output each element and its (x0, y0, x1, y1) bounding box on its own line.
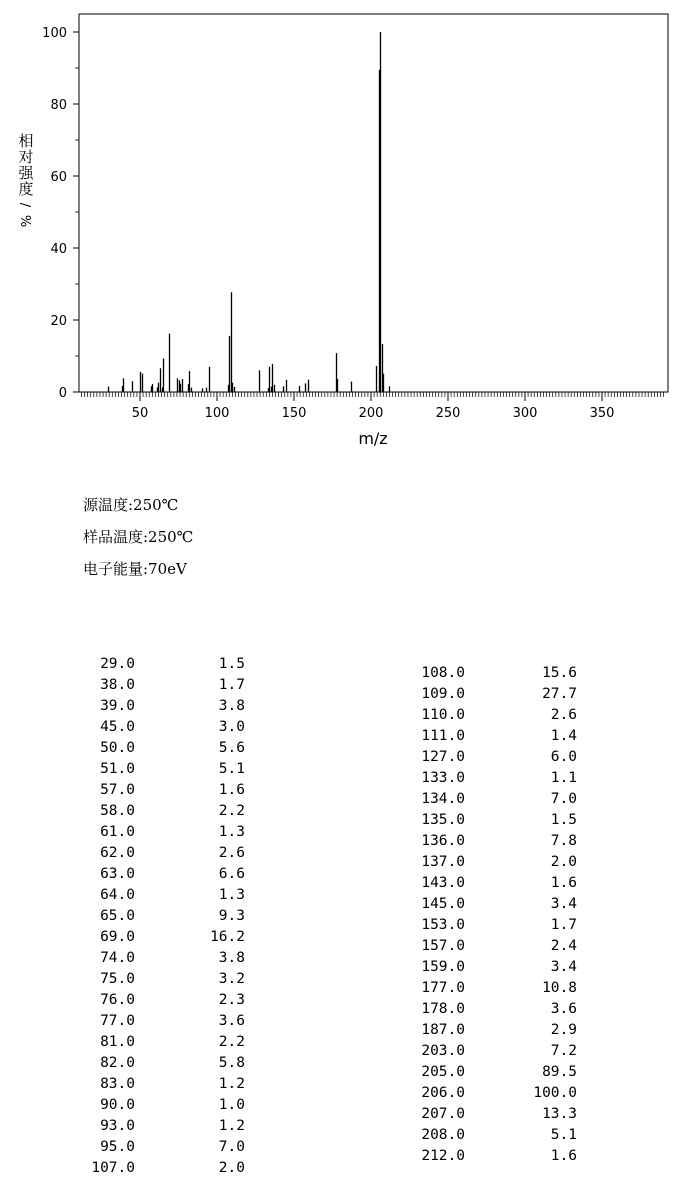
mz-value: 51.0 (100, 761, 135, 777)
table-row (75, 971, 275, 991)
x-tick-label: 250 (435, 406, 461, 421)
mz-value: 108.0 (421, 665, 465, 681)
table-row (75, 719, 275, 739)
mz-value: 134.0 (421, 791, 465, 807)
y-tick-label: 0 (58, 386, 67, 401)
intensity-value: 3.8 (218, 950, 245, 966)
mz-value: 63.0 (100, 866, 135, 882)
intensity-value: 3.6 (218, 1013, 245, 1029)
mz-value: 62.0 (100, 845, 135, 861)
table-row (75, 824, 275, 844)
electron-energy: 电子能量:70eV (83, 560, 187, 578)
intensity-value: 2.2 (218, 803, 245, 819)
mz-value: 159.0 (421, 959, 465, 975)
intensity-value: 16.2 (210, 929, 245, 945)
mz-value: 82.0 (100, 1055, 135, 1071)
table-row (75, 1013, 275, 1033)
mz-value: 95.0 (100, 1139, 135, 1155)
table-row (75, 992, 275, 1012)
mz-value: 205.0 (421, 1064, 465, 1080)
source-temperature: 源温度:250℃ (83, 496, 179, 514)
mz-value: 50.0 (100, 740, 135, 756)
x-tick-label: 300 (512, 406, 538, 421)
intensity-value: 13.3 (542, 1106, 577, 1122)
intensity-value: 7.2 (550, 1043, 577, 1059)
intensity-value: 2.0 (550, 854, 577, 870)
mz-value: 145.0 (421, 896, 465, 912)
table-row (405, 707, 605, 727)
intensity-value: 15.6 (542, 665, 577, 681)
intensity-value: 10.8 (542, 980, 577, 996)
mz-value: 45.0 (100, 719, 135, 735)
table-row (405, 854, 605, 874)
x-tick-label: 50 (131, 406, 149, 421)
intensity-value: 1.6 (550, 875, 577, 891)
table-row (75, 1139, 275, 1159)
intensity-value: 89.5 (542, 1064, 577, 1080)
intensity-value: 1.3 (218, 824, 245, 840)
y-tick-label: 40 (50, 242, 67, 257)
intensity-value: 5.1 (550, 1127, 577, 1143)
table-row (405, 686, 605, 706)
x-tick-label: 350 (589, 406, 615, 421)
mz-value: 65.0 (100, 908, 135, 924)
intensity-value: 1.4 (550, 728, 577, 744)
intensity-value: 2.3 (218, 992, 245, 1008)
table-row (75, 887, 275, 907)
mz-value: 127.0 (421, 749, 465, 765)
table-row (405, 959, 605, 979)
y-axis-ticks (42, 26, 79, 401)
intensity-value: 7.0 (550, 791, 577, 807)
mz-value: 38.0 (100, 677, 135, 693)
mass-spectrum-chart (0, 0, 687, 460)
mz-value: 77.0 (100, 1013, 135, 1029)
intensity-value: 1.7 (550, 917, 577, 933)
intensity-value: 3.4 (550, 959, 577, 975)
intensity-value: 1.5 (550, 812, 577, 828)
table-row (405, 791, 605, 811)
intensity-value: 1.1 (550, 770, 577, 786)
mz-value: 136.0 (421, 833, 465, 849)
mz-value: 57.0 (100, 782, 135, 798)
mz-value: 212.0 (421, 1148, 465, 1164)
table-row (405, 938, 605, 958)
table-row (405, 1106, 605, 1126)
table-row (75, 761, 275, 781)
intensity-value: 3.8 (218, 698, 245, 714)
y-axis-label-char: 强 (18, 164, 34, 182)
mz-value: 61.0 (100, 824, 135, 840)
mz-value: 135.0 (421, 812, 465, 828)
mz-value: 187.0 (421, 1022, 465, 1038)
mz-value: 93.0 (100, 1118, 135, 1134)
table-row (405, 875, 605, 895)
table-row (75, 908, 275, 928)
intensity-value: 9.3 (218, 908, 245, 924)
mz-value: 111.0 (421, 728, 465, 744)
intensity-value: 5.1 (218, 761, 245, 777)
intensity-value: 3.2 (218, 971, 245, 987)
intensity-value: 6.6 (218, 866, 245, 882)
table-row (75, 656, 275, 676)
table-row (405, 917, 605, 937)
table-row (405, 1127, 605, 1147)
table-row (75, 803, 275, 823)
intensity-value: 2.6 (550, 707, 577, 723)
mz-value: 107.0 (91, 1160, 135, 1176)
table-row (75, 782, 275, 802)
intensity-value: 2.6 (218, 845, 245, 861)
plot-frame (79, 14, 668, 392)
table-row (405, 665, 605, 685)
mz-value: 133.0 (421, 770, 465, 786)
intensity-value: 2.2 (218, 1034, 245, 1050)
mz-value: 153.0 (421, 917, 465, 933)
mz-value: 76.0 (100, 992, 135, 1008)
intensity-value: 5.6 (218, 740, 245, 756)
table-row (75, 866, 275, 886)
table-row (405, 1022, 605, 1042)
intensity-value: 1.7 (218, 677, 245, 693)
table-row (75, 845, 275, 865)
mz-value: 39.0 (100, 698, 135, 714)
mz-value: 90.0 (100, 1097, 135, 1113)
y-axis-label-char: % (17, 214, 32, 228)
mz-value: 64.0 (100, 887, 135, 903)
mz-value: 58.0 (100, 803, 135, 819)
intensity-value: 5.8 (218, 1055, 245, 1071)
intensity-value: 1.2 (218, 1076, 245, 1092)
peak-table-right (405, 665, 605, 1165)
x-tick-label: 150 (281, 406, 307, 421)
y-axis-label-char: 对 (18, 148, 34, 166)
intensity-value: 2.9 (550, 1022, 577, 1038)
mz-value: 29.0 (100, 656, 135, 672)
intensity-value: 1.6 (218, 782, 245, 798)
y-tick-label: 60 (50, 170, 67, 185)
table-row (405, 728, 605, 748)
intensity-value: 2.4 (550, 938, 577, 954)
table-row (405, 833, 605, 853)
table-row (405, 896, 605, 916)
sample-temperature: 样品温度:250℃ (83, 528, 194, 546)
intensity-value: 7.0 (218, 1139, 245, 1155)
intensity-value: 3.6 (550, 1001, 577, 1017)
mz-value: 74.0 (100, 950, 135, 966)
table-row (405, 1064, 605, 1084)
mz-value: 207.0 (421, 1106, 465, 1122)
table-row (405, 1085, 605, 1105)
mz-value: 177.0 (421, 980, 465, 996)
mz-value: 137.0 (421, 854, 465, 870)
intensity-value: 3.0 (218, 719, 245, 735)
mz-value: 110.0 (421, 707, 465, 723)
table-row (75, 1076, 275, 1096)
table-row (405, 1148, 605, 1168)
table-row (405, 980, 605, 1000)
intensity-value: 3.4 (550, 896, 577, 912)
x-axis-label: m/z (358, 429, 388, 448)
y-axis-label-char: 相 (18, 132, 34, 150)
mz-value: 206.0 (421, 1085, 465, 1101)
table-row (405, 770, 605, 790)
mz-value: 208.0 (421, 1127, 465, 1143)
table-row (75, 929, 275, 949)
y-axis-label (17, 132, 34, 227)
intensity-value: 100.0 (533, 1085, 577, 1101)
mz-value: 143.0 (421, 875, 465, 891)
intensity-value: 1.2 (218, 1118, 245, 1134)
y-tick-label: 100 (42, 26, 67, 41)
y-tick-label: 20 (50, 314, 67, 329)
y-axis-label-char: / (17, 202, 32, 208)
intensity-value: 1.6 (550, 1148, 577, 1164)
mz-value: 81.0 (100, 1034, 135, 1050)
intensity-value: 7.8 (550, 833, 577, 849)
table-row (75, 1097, 275, 1117)
mz-value: 69.0 (100, 929, 135, 945)
table-row (75, 1118, 275, 1138)
x-tick-label: 200 (358, 406, 384, 421)
x-axis-ticks (132, 392, 615, 421)
intensity-value: 2.0 (218, 1160, 245, 1176)
intensity-value: 27.7 (542, 686, 577, 702)
table-row (75, 1034, 275, 1054)
table-row (405, 749, 605, 769)
intensity-value: 1.5 (218, 656, 245, 672)
peak-bars (109, 32, 390, 392)
y-tick-label: 80 (50, 98, 67, 113)
peak-table-left (75, 656, 275, 1176)
y-axis-label-char: 度 (18, 180, 34, 198)
table-row (75, 1160, 275, 1180)
mz-value: 178.0 (421, 1001, 465, 1017)
intensity-value: 6.0 (550, 749, 577, 765)
table-row (75, 740, 275, 760)
table-row (75, 1055, 275, 1075)
x-minor-ticks (81, 392, 663, 397)
mz-value: 157.0 (421, 938, 465, 954)
intensity-value: 1.0 (218, 1097, 245, 1113)
mz-value: 109.0 (421, 686, 465, 702)
table-row (405, 1043, 605, 1063)
table-row (405, 1001, 605, 1021)
mz-value: 75.0 (100, 971, 135, 987)
table-row (75, 950, 275, 970)
mz-value: 83.0 (100, 1076, 135, 1092)
x-tick-label: 100 (204, 406, 230, 421)
mz-value: 203.0 (421, 1043, 465, 1059)
table-row (75, 698, 275, 718)
intensity-value: 1.3 (218, 887, 245, 903)
table-row (405, 812, 605, 832)
table-row (75, 677, 275, 697)
